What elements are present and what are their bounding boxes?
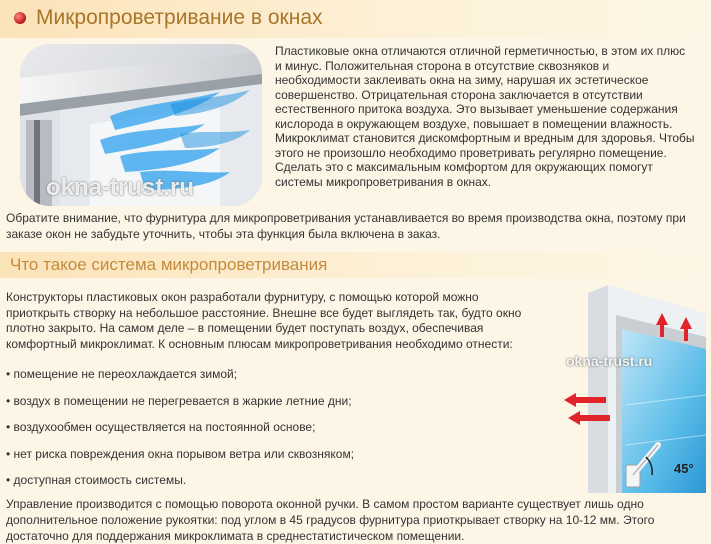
para-line: приоткрыть створку на небольшое расстояние. Внешне все будет выглядеть так, будто окно xyxy=(6,305,522,320)
watermark-text: okna-trust.ru xyxy=(566,353,653,369)
section-paragraph xyxy=(6,290,551,352)
para-line: комфортный микроклимат. К основным плюсам микропроветривания необходимо отнести: xyxy=(6,336,513,351)
intro-text xyxy=(275,44,707,189)
intro-line: кислорода в окружающем воздухе, повышает в помещении влажность. xyxy=(275,116,673,131)
intro-line: естественного притока воздуха. Это вызывает уменьшение содержания xyxy=(275,102,678,116)
list-item: • нет риска повреждения окна порывом ветра или сквозняком; xyxy=(6,446,355,461)
watermark-text: okna-trust.ru xyxy=(46,174,195,201)
section-title: Что такое система микропроветривания xyxy=(10,255,328,274)
red-ball-icon xyxy=(14,12,26,24)
intro-line: этого не произошло необходимо проветривать регулярно помещение. xyxy=(275,145,667,160)
list-item: • воздухообмен осуществляется на постоянной основе; xyxy=(6,420,316,434)
para-line: плотно закрыто. На самом деле – в помещении будет поступать воздух, обеспечивая xyxy=(6,321,484,335)
intro-line: Сделать это с максимальным комфортом для окружающих помогут xyxy=(275,160,653,174)
intro-line: необходимости заклеивать окна на зиму, нарушая их эстетическое xyxy=(275,73,649,87)
page-title: Микропроветривание в окнах xyxy=(36,6,323,29)
closing-line: дополнительное положение рукоятки: под углом в 45 градусов фурнитура приоткрывает створку на 10-12 мм. Этого xyxy=(6,513,655,527)
intro-line: системы микропроветривания в окнах. xyxy=(275,174,492,189)
note-line: Обратите внимание, что фурнитура для микропроветривания устанавливается во время производства окна, поэтому при xyxy=(6,211,686,225)
list-item: • помещение не переохлаждается зимой; xyxy=(6,367,238,381)
para-line: Конструкторы пластиковых окон разработали фурнитуру, с помощью которой можно xyxy=(6,290,479,304)
closing-line: Управление производится с помощью поворота оконной ручки. В самом простом варианте существует лишь одно xyxy=(6,497,644,511)
closing-line: достаточно для поддержания микроклимата в среднестатистическом помещении. xyxy=(6,529,465,543)
list-item: • доступная стоимость системы. xyxy=(6,473,187,487)
advantages-list xyxy=(6,361,551,494)
intro-line: Микроклимат становится дискомфортным и вредным для здоровья. Чтобы xyxy=(275,131,695,145)
angle-label: 45° xyxy=(674,461,694,476)
intro-line: совершенство. Отрицательная сторона заключается в отсутствии xyxy=(275,87,643,102)
intro-line: и минус. Положительная сторона в отсутствие сквозняков и xyxy=(275,58,610,73)
window-handle-image xyxy=(556,285,706,493)
note-text xyxy=(6,210,708,242)
intro-line: Пластиковые окна отличаются отличной герметичностью, в этом их плюс xyxy=(275,44,686,58)
note-line: заказе окон не забудьте уточнить, чтобы эта функция была включена в заказ. xyxy=(6,227,441,241)
window-airflow-image xyxy=(20,44,262,206)
closing-text xyxy=(6,496,708,544)
list-item: • воздух в помещении не перегревается в жаркие летние дни; xyxy=(6,393,352,408)
